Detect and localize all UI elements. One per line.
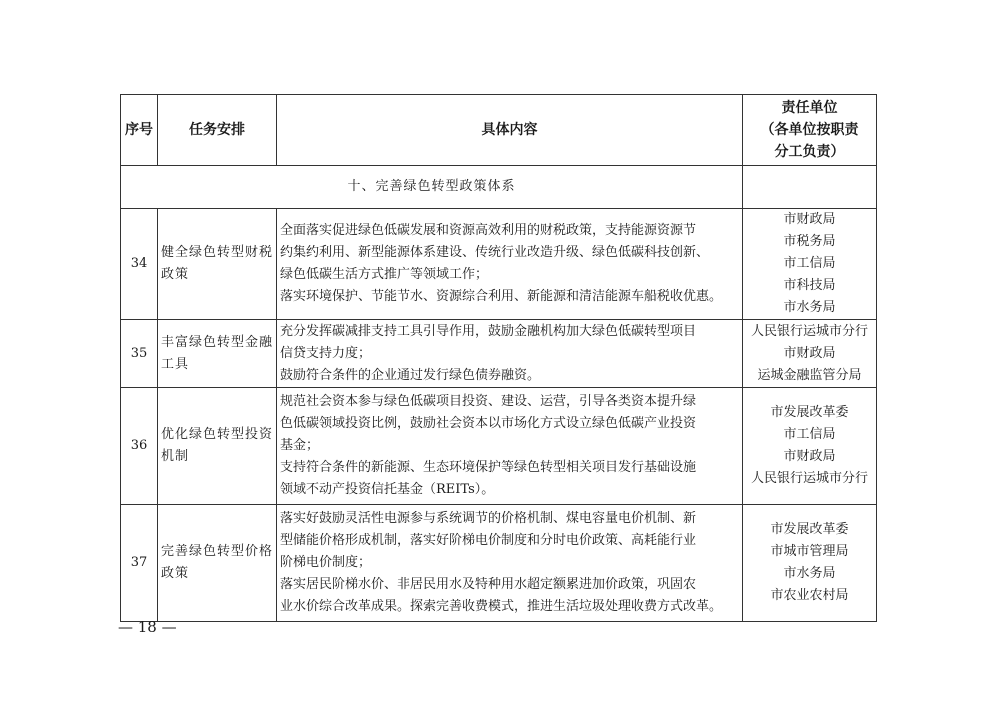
unit-item: 市水务局	[783, 566, 836, 581]
unit-item: 市工信局	[783, 256, 836, 271]
content-line: 全面落实促进绿色低碳发展和资源高效利用的财税政策，支持能源资源节	[280, 223, 697, 238]
header-no: 序号	[121, 95, 158, 166]
content-line: 支持符合条件的新能源、生态环境保护等绿色转型相关项目发行基础设施	[280, 460, 697, 475]
unit-item: 市工信局	[783, 427, 836, 442]
row-units	[743, 320, 877, 388]
header-unit	[743, 95, 877, 166]
content-line: 落实环境保护、节能节水、资源综合利用、新能源和清洁能源车船税收优惠。	[280, 289, 723, 304]
row-content	[277, 505, 743, 622]
unit-item: 市财政局	[783, 449, 836, 464]
unit-item: 市农业农村局	[770, 588, 849, 603]
row-task: 完善绿色转型价格政策	[158, 505, 277, 622]
page-number: — 18 —	[118, 618, 177, 636]
unit-item: 人民银行运城市分行	[750, 323, 868, 339]
row-units	[743, 388, 877, 505]
unit-item: 市财政局	[783, 345, 836, 361]
unit-item: 市税务局	[783, 234, 836, 249]
content-line: 领域不动产投资信托基金（REITs）。	[280, 482, 495, 497]
unit-item: 市水务局	[783, 300, 836, 315]
header-content: 具体内容	[277, 95, 743, 166]
row-number: 36	[121, 388, 158, 505]
unit-item: 市财政局	[783, 212, 836, 227]
content-line: 型储能价格形成机制，落实好阶梯电价制度和分时电价政策、高耗能行业	[280, 533, 697, 548]
table-row	[121, 505, 877, 622]
content-line: 业水价综合改革成果。探索完善收费模式，推进生活垃圾处理收费方式改革。	[280, 599, 723, 614]
section-title: 十、完善绿色转型政策体系	[121, 166, 743, 209]
content-line: 落实居民阶梯水价、非居民用水及特种用水超定额累进加价政策，巩固农	[280, 577, 697, 592]
row-content	[277, 320, 743, 388]
content-line: 基金；	[280, 438, 320, 453]
table-row	[121, 209, 877, 320]
header-unit-line: 分工负责）	[774, 144, 845, 160]
content-line: 阶梯电价制度；	[280, 555, 372, 570]
unit-item: 市城市管理局	[770, 544, 849, 559]
unit-item: 人民银行运城市分行	[750, 471, 868, 486]
table-header-row	[121, 95, 877, 166]
row-task: 丰富绿色转型金融工具	[158, 320, 277, 388]
unit-item: 市发展改革委	[770, 405, 849, 420]
row-task: 优化绿色转型投资机制	[158, 388, 277, 505]
content-line: 色低碳领域投资比例，鼓励社会资本以市场化方式设立绿色低碳产业投资	[280, 416, 697, 431]
row-task: 健全绿色转型财税政策	[158, 209, 277, 320]
row-content	[277, 209, 743, 320]
row-units	[743, 505, 877, 622]
table-row	[121, 388, 877, 505]
row-content	[277, 388, 743, 505]
header-task: 任务安排	[158, 95, 277, 166]
content-line: 绿色低碳生活方式推广等领域工作；	[280, 267, 489, 282]
content-line: 充分发挥碳减排支持工具引导作用，鼓励金融机构加大绿色低碳转型项目	[280, 323, 697, 339]
content-line: 约集约利用、新型能源体系建设、传统行业改造升级、绿色低碳科技创新、	[280, 245, 710, 260]
section-row	[121, 166, 877, 209]
row-units	[743, 209, 877, 320]
content-line: 信贷支持力度；	[280, 345, 372, 361]
table-row	[121, 320, 877, 388]
unit-item: 市科技局	[783, 278, 836, 293]
policy-table	[120, 94, 877, 622]
content-line: 规范社会资本参与绿色低碳项目投资、建设、运营，引导各类资本提升绿	[280, 394, 697, 409]
unit-item: 运城金融监管分局	[757, 367, 862, 383]
content-line: 落实好鼓励灵活性电源参与系统调节的价格机制、煤电容量电价机制、新	[280, 511, 697, 526]
content-line: 鼓励符合条件的企业通过发行绿色债券融资。	[280, 367, 541, 383]
row-number: 37	[121, 505, 158, 622]
header-unit-line: （各单位按职责	[760, 122, 859, 138]
unit-item: 市发展改革委	[770, 522, 849, 537]
row-number: 35	[121, 320, 158, 388]
header-unit-line: 责任单位	[781, 100, 838, 116]
row-number: 34	[121, 209, 158, 320]
section-empty-cell	[743, 166, 877, 209]
